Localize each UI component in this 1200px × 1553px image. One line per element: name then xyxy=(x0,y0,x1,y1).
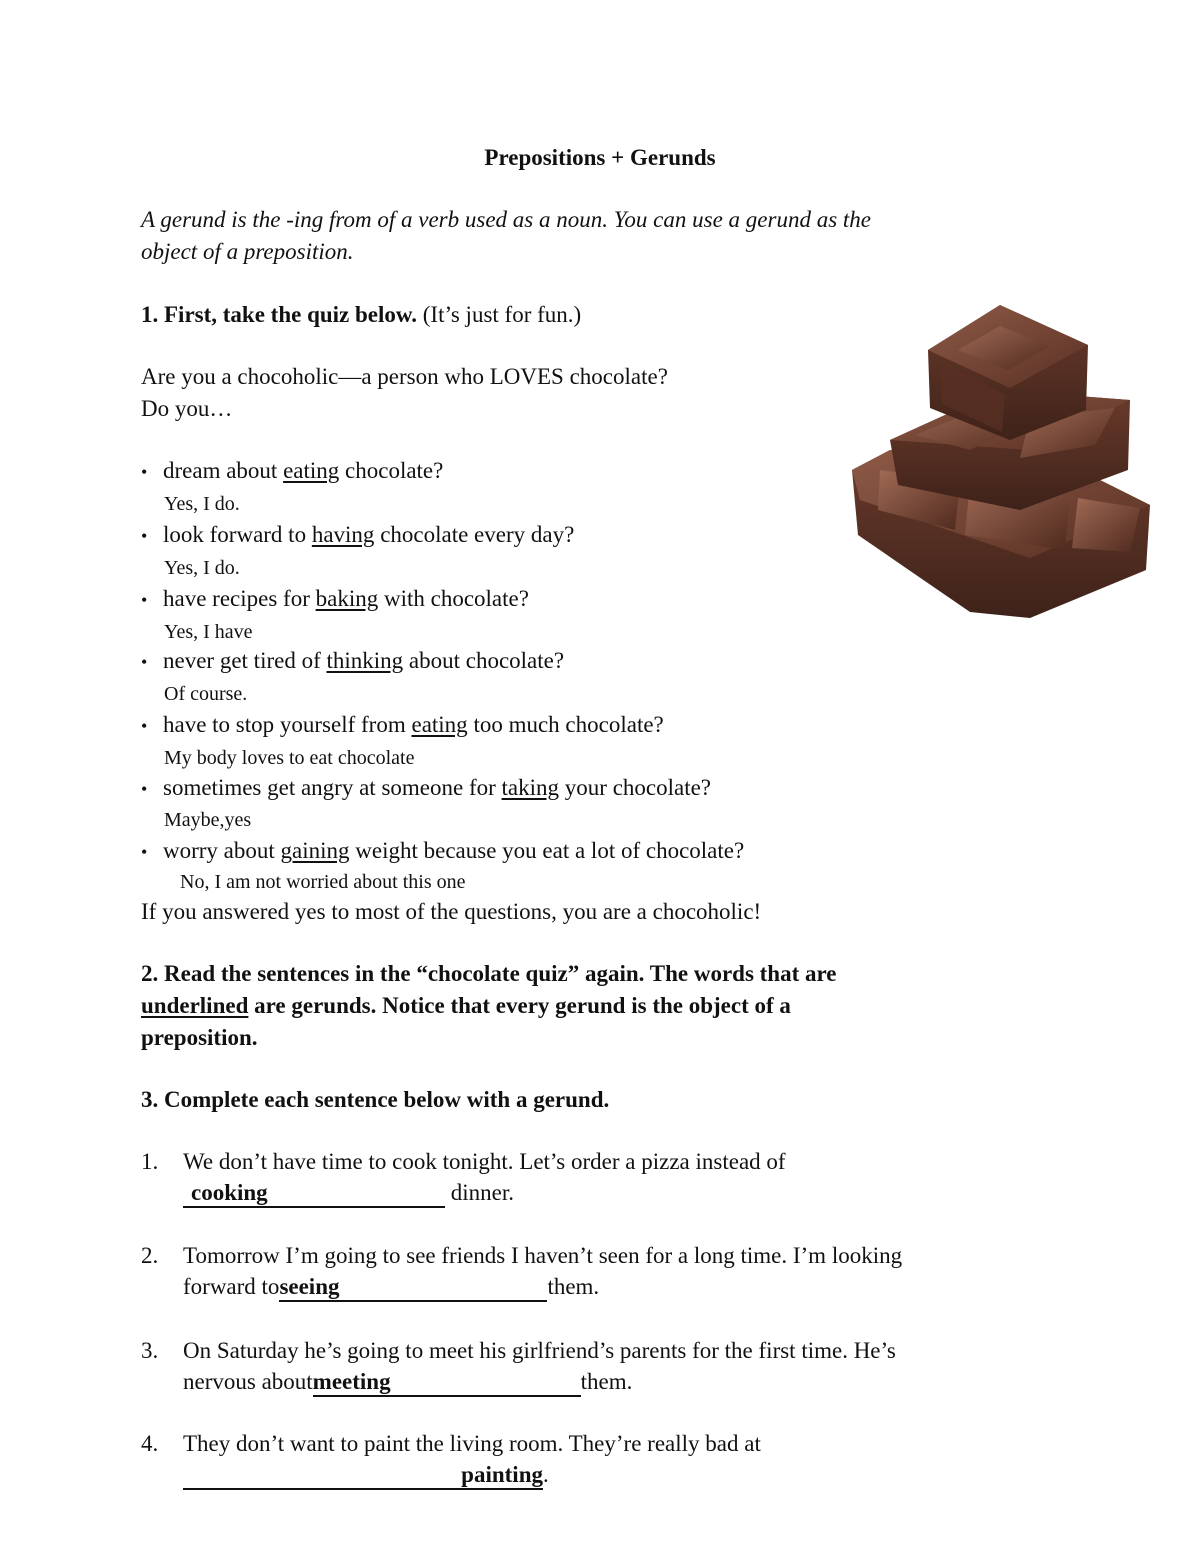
exercise-line-2: cooking dinner. xyxy=(183,1178,514,1208)
chocolate-pieces-image xyxy=(850,300,1156,620)
gerund: gaining xyxy=(280,838,350,863)
gerund: baking xyxy=(315,586,379,611)
exercise-line-2: painting. xyxy=(183,1460,549,1490)
bullet-icon: • xyxy=(141,590,148,610)
gerund: having xyxy=(311,522,375,547)
quiz-item: • dream about eating chocolate? xyxy=(141,456,443,487)
bullet-icon: • xyxy=(141,652,148,672)
quiz-answer: No, I am not worried about this one xyxy=(180,871,466,893)
underlined-word: underlined xyxy=(141,993,249,1018)
answer-blank[interactable]: seeing xyxy=(279,1274,547,1302)
exercise-number: 1. xyxy=(141,1149,159,1174)
section2-line-2: underlined are gerunds. Notice that every gerund is the object of a xyxy=(141,993,791,1018)
quiz-answer: Maybe,yes xyxy=(164,809,252,831)
exercise-line-1: On Saturday he’s going to meet his girlfriend’s parents for the first time. He’s xyxy=(183,1338,896,1363)
gerund: thinking xyxy=(326,648,404,673)
section2-line-1: 2. Read the sentences in the “chocolate quiz” again. The words that are xyxy=(141,961,837,986)
gerund: eating xyxy=(283,458,340,483)
section1-heading: 1. First, take the quiz below. xyxy=(141,302,417,327)
section1-heading-line xyxy=(141,300,581,330)
gerund: taking xyxy=(501,775,560,800)
exercise-line-2: forward toseeing them. xyxy=(183,1272,599,1302)
section2-line-3: preposition. xyxy=(141,1025,258,1050)
exercise-line-2: nervous aboutmeeting them. xyxy=(183,1367,632,1397)
quiz-item: • have to stop yourself from eating too much chocolate? xyxy=(141,710,664,741)
section3-heading: 3. Complete each sentence below with a gerund. xyxy=(141,1087,610,1112)
bullet-icon: • xyxy=(141,526,148,546)
answer-blank[interactable]: meeting xyxy=(313,1369,581,1397)
quiz-answer: My body loves to eat chocolate xyxy=(164,747,415,769)
answer-blank[interactable]: painting xyxy=(183,1462,543,1490)
quiz-question: Are you a chocoholic—a person who LOVES chocolate? xyxy=(141,364,668,389)
quiz-item: • worry about gaining weight because you eat a lot of chocolate? xyxy=(141,836,744,867)
quiz-answer: Yes, I do. xyxy=(164,557,240,579)
bullet-icon: • xyxy=(141,779,148,799)
intro-line-1: A gerund is the -ing from of a verb used as a noun. You can use a gerund as the xyxy=(141,207,872,232)
bullet-icon: • xyxy=(141,842,148,862)
exercise-number: 4. xyxy=(141,1431,159,1456)
quiz-answer: Yes, I have xyxy=(164,621,253,643)
intro-line-2: object of a preposition. xyxy=(141,239,354,264)
answer-blank[interactable]: cooking xyxy=(183,1180,445,1208)
page-title: Prepositions + Gerunds xyxy=(484,145,716,170)
exercise-line-1: They don’t want to paint the living room. They’re really bad at xyxy=(183,1431,761,1456)
exercise-number: 3. xyxy=(141,1338,159,1363)
quiz-item: • sometimes get angry at someone for taking your chocolate? xyxy=(141,773,711,804)
quiz-item: • look forward to having chocolate every day? xyxy=(141,520,574,551)
quiz-answer: Yes, I do. xyxy=(164,493,240,515)
quiz-do-you: Do you… xyxy=(141,396,233,421)
bullet-icon: • xyxy=(141,716,148,736)
gerund: eating xyxy=(411,712,468,737)
exercise-line-1: Tomorrow I’m going to see friends I haven’t seen for a long time. I’m looking xyxy=(183,1243,903,1268)
exercise-line-1: We don’t have time to cook tonight. Let’s order a pizza instead of xyxy=(183,1149,786,1174)
quiz-answer: Of course. xyxy=(164,683,248,705)
section1-note: (It’s just for fun.) xyxy=(417,302,582,327)
quiz-conclusion: If you answered yes to most of the questions, you are a chocoholic! xyxy=(141,899,762,924)
exercise-number: 2. xyxy=(141,1243,159,1268)
bullet-icon: • xyxy=(141,462,148,482)
quiz-item: • have recipes for baking with chocolate? xyxy=(141,584,529,615)
quiz-item: • never get tired of thinking about chocolate? xyxy=(141,646,564,677)
